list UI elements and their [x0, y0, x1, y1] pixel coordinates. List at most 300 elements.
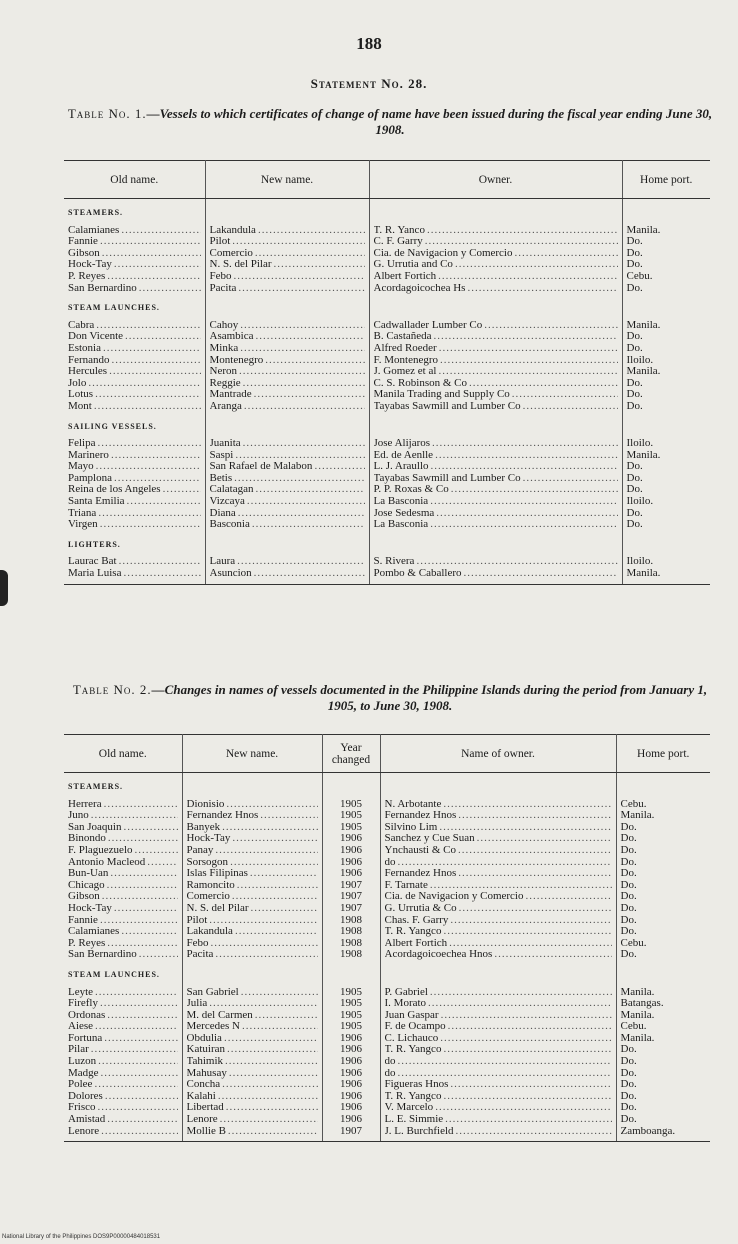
owner-cell — [380, 799, 616, 811]
leader-dots — [398, 1056, 612, 1068]
new-name-cell-text: Pacita — [186, 949, 214, 961]
owner-cell-text: La Basconia — [373, 496, 429, 508]
owner-cell — [380, 845, 616, 857]
leader-dots — [209, 915, 317, 927]
owner-cell-text: P. P. Roxas & Co — [373, 484, 449, 496]
new-name-cell-text: Comercio — [186, 891, 230, 903]
leader-dots — [139, 949, 178, 961]
old-name-cell-text: Antonio Macleod — [68, 856, 146, 868]
new-name-cell — [205, 389, 369, 401]
owner-cell — [380, 903, 616, 915]
home-port-cell: Do. — [626, 472, 643, 484]
leader-dots — [229, 1068, 318, 1080]
old-name-cell-text: P. Reyes — [68, 270, 106, 282]
leader-dots — [220, 1114, 318, 1126]
table-row — [64, 1010, 710, 1022]
old-name-cell-text: Cabra — [68, 319, 95, 331]
old-name-cell — [64, 1021, 182, 1033]
leader-dots — [440, 355, 617, 367]
leader-dots — [455, 259, 618, 271]
new-name-cell — [182, 1044, 322, 1056]
home-port-cell: Do. — [620, 856, 637, 868]
new-name-cell-text: Pilot — [186, 914, 208, 926]
empty-cell — [622, 413, 710, 439]
old-name-cell-text: F. Plaguezuelo — [68, 844, 133, 856]
leader-dots — [252, 519, 365, 531]
table2-header-home-port: Home port. — [616, 735, 710, 773]
owner-cell-text: Figueras Hnos — [384, 1079, 449, 1091]
empty-cell — [380, 961, 616, 987]
home-port-cell: Do. — [626, 484, 643, 496]
leader-dots — [255, 248, 365, 260]
leader-dots — [237, 556, 364, 568]
year-cell: 1906 — [322, 857, 380, 869]
year-cell: 1906 — [322, 833, 380, 845]
old-name-cell-text: Fernando — [68, 354, 110, 366]
old-name-cell — [64, 1010, 182, 1022]
leader-dots — [139, 283, 201, 295]
old-name-cell-text: Calamianes — [68, 224, 120, 236]
new-name-cell-text: Mahusay — [186, 1067, 227, 1079]
leader-dots — [94, 401, 201, 413]
leader-dots — [448, 1021, 612, 1033]
leader-dots — [234, 271, 365, 283]
leader-dots — [438, 271, 617, 283]
owner-cell-text: T. R. Yangco — [384, 926, 442, 938]
leader-dots — [95, 1021, 177, 1033]
owner-cell — [369, 473, 622, 485]
home-port-cell: Do. — [620, 914, 637, 926]
old-name-cell — [64, 508, 205, 520]
leader-dots — [244, 401, 365, 413]
owner-cell-text: I. Morato — [384, 998, 427, 1010]
table-row — [64, 355, 710, 367]
new-name-cell — [182, 833, 322, 845]
old-name-cell — [64, 355, 205, 367]
owner-cell — [369, 389, 622, 401]
section-header-row — [64, 531, 710, 557]
new-name-cell — [182, 891, 322, 903]
table-row — [64, 461, 710, 473]
owner-cell — [380, 1021, 616, 1033]
home-port-cell: Do. — [620, 868, 637, 880]
leader-dots — [258, 225, 365, 237]
home-port-cell: Cebu. — [620, 1021, 647, 1033]
old-name-cell-text: Polee — [68, 1079, 93, 1091]
leader-dots — [443, 926, 611, 938]
new-name-cell — [205, 283, 369, 295]
owner-cell-text: La Basconia — [373, 519, 429, 531]
table-row — [64, 450, 710, 462]
owner-cell-text: Albert Fortich — [373, 270, 437, 282]
leader-dots — [102, 248, 201, 260]
old-name-cell — [64, 331, 205, 343]
old-name-cell — [64, 401, 205, 413]
owner-cell-text: Silvino Lim — [384, 821, 438, 833]
new-name-cell-text: Mantrade — [209, 389, 252, 401]
leader-dots — [251, 903, 318, 915]
leader-dots — [226, 1102, 318, 1114]
empty-cell — [622, 294, 710, 320]
owner-cell — [369, 331, 622, 343]
table-row — [64, 949, 710, 961]
leader-dots — [523, 401, 618, 413]
leader-dots — [101, 1126, 177, 1138]
leader-dots — [445, 1114, 611, 1126]
table-row — [64, 857, 710, 869]
old-name-cell — [64, 248, 205, 260]
old-name-cell — [64, 568, 205, 584]
leader-dots — [98, 1056, 177, 1068]
home-port-cell: Manila. — [626, 449, 661, 461]
leader-dots — [127, 496, 201, 508]
leader-dots — [515, 248, 618, 260]
owner-cell-text: C. Lichauco — [384, 1032, 439, 1044]
owner-cell — [369, 378, 622, 390]
leader-dots — [254, 568, 365, 580]
home-port-cell: Iloilo. — [626, 496, 654, 508]
home-port-cell: Do. — [620, 821, 637, 833]
table-row — [64, 438, 710, 450]
section-title: STEAM LAUNCHES. — [64, 961, 182, 987]
owner-cell-text: F. Montenegro — [373, 354, 439, 366]
leader-dots — [464, 568, 618, 580]
table-row — [64, 1033, 710, 1045]
section-title: LIGHTERS. — [64, 531, 205, 557]
leader-dots — [226, 799, 317, 811]
leader-dots — [458, 845, 612, 857]
table-row — [64, 1091, 710, 1103]
old-name-cell-text: Leyte — [68, 986, 94, 998]
old-name-cell — [64, 438, 205, 450]
leader-dots — [107, 1010, 177, 1022]
leader-dots — [398, 1068, 612, 1080]
old-name-cell-text: Pilar — [68, 1044, 89, 1056]
home-port-cell: Do. — [620, 1090, 637, 1102]
year-cell: 1906 — [322, 845, 380, 857]
year-cell: 1906 — [322, 1033, 380, 1045]
year-cell: 1905 — [322, 987, 380, 999]
year-cell: 1906 — [322, 1068, 380, 1080]
new-name-cell-text: N. S. del Pilar — [186, 902, 249, 914]
new-name-cell-text: Libertad — [186, 1102, 224, 1114]
new-name-cell-text: Vizcaya — [209, 496, 245, 508]
leader-dots — [239, 366, 365, 378]
home-port-cell: Do. — [620, 833, 637, 845]
table-row — [64, 401, 710, 413]
old-name-cell-text: Chicago — [68, 879, 105, 891]
home-port-cell: Do. — [620, 949, 637, 961]
leader-dots — [235, 926, 318, 938]
section-header-row — [64, 199, 710, 225]
old-name-cell — [64, 461, 205, 473]
leader-dots — [227, 1044, 318, 1056]
old-name-cell — [64, 926, 182, 938]
table-row — [64, 484, 710, 496]
new-name-cell-text: Lenore — [186, 1114, 218, 1126]
leader-dots — [428, 998, 611, 1010]
table-row — [64, 271, 710, 283]
table-row — [64, 473, 710, 485]
leader-dots — [456, 1126, 612, 1138]
leader-dots — [111, 450, 201, 462]
leader-dots — [234, 473, 364, 485]
leader-dots — [209, 998, 317, 1010]
year-cell: 1908 — [322, 938, 380, 950]
home-port-cell: Do. — [620, 1044, 637, 1056]
new-name-cell — [205, 556, 369, 568]
old-name-cell-text: Santa Emilia — [68, 496, 125, 508]
home-port-cell: Manila. — [626, 319, 661, 331]
new-name-cell-text: Calatagan — [209, 484, 254, 496]
section-header-row — [64, 413, 710, 439]
empty-cell — [369, 413, 622, 439]
leader-dots — [255, 331, 364, 343]
new-name-cell — [205, 259, 369, 271]
new-name-cell-text: Hock-Tay — [186, 833, 231, 845]
new-name-cell-text: Mercedes N — [186, 1021, 240, 1033]
new-name-cell-text: Pacita — [209, 282, 237, 294]
new-name-cell-text: Sorsogon — [186, 856, 229, 868]
home-port-cell: Do. — [620, 1056, 637, 1068]
new-name-cell — [182, 1056, 322, 1068]
home-port-cell: Manila. — [622, 568, 710, 584]
new-name-cell-text: San Rafael de Malabon — [209, 461, 313, 473]
home-port-cell: Manila. — [626, 224, 661, 236]
new-name-cell-text: Lakandula — [186, 926, 233, 938]
empty-cell — [322, 773, 380, 799]
leader-dots — [107, 880, 178, 892]
table-row — [64, 366, 710, 378]
old-name-cell — [64, 378, 205, 390]
new-name-cell — [205, 438, 369, 450]
home-port-cell: Do. — [626, 247, 643, 259]
owner-cell — [369, 568, 622, 584]
year-cell: 1907 — [322, 1126, 380, 1142]
new-name-cell — [182, 1079, 322, 1091]
owner-cell-text: N. Arbotante — [384, 798, 442, 810]
owner-cell-text: Cia. de Navigacion y Comercio — [373, 247, 513, 259]
leader-dots — [255, 1010, 318, 1022]
home-port-cell: Do. — [620, 891, 637, 903]
owner-cell-text: V. Marcelo — [384, 1102, 434, 1114]
old-name-cell — [64, 225, 205, 237]
old-name-cell-text: Fortuna — [68, 1032, 103, 1044]
new-name-cell — [182, 810, 322, 822]
table1-caption — [60, 106, 720, 138]
section-header-row — [64, 961, 710, 987]
old-name-cell — [64, 987, 182, 999]
old-name-cell — [64, 868, 182, 880]
empty-cell — [205, 199, 369, 225]
new-name-cell — [182, 880, 322, 892]
old-name-cell-text: Lotus — [68, 389, 94, 401]
leader-dots — [439, 343, 618, 355]
old-name-cell-text: Mont — [68, 400, 92, 412]
owner-cell — [369, 461, 622, 473]
leader-dots — [443, 1091, 611, 1103]
leader-dots — [107, 938, 177, 950]
new-name-cell — [205, 519, 369, 531]
home-port-cell: Do. — [626, 389, 643, 401]
old-name-cell — [64, 1079, 182, 1091]
owner-cell-text: Jose Alijaros — [373, 438, 431, 450]
leader-dots — [443, 799, 611, 811]
owner-cell-text: F. Tarnate — [384, 879, 428, 891]
table-row — [64, 1126, 710, 1142]
year-cell: 1908 — [322, 926, 380, 938]
home-port-cell: Do. — [626, 259, 643, 271]
empty-cell — [369, 531, 622, 557]
leader-dots — [438, 366, 617, 378]
leader-dots — [95, 987, 177, 999]
owner-cell-text: Acordagoicochea Hs — [373, 282, 466, 294]
old-name-cell-text: Bun-Uan — [68, 868, 109, 880]
section-header-row — [64, 773, 710, 799]
leader-dots — [225, 1056, 317, 1068]
home-port-cell: Do. — [620, 879, 637, 891]
leader-dots — [314, 461, 364, 473]
old-name-cell — [64, 366, 205, 378]
old-name-cell — [64, 1091, 182, 1103]
table2-header-new-name: New name. — [182, 735, 322, 773]
leader-dots — [91, 1044, 178, 1056]
leader-dots — [484, 320, 617, 332]
leader-dots — [435, 1102, 611, 1114]
owner-cell — [380, 987, 616, 999]
home-port-cell: Do. — [620, 926, 637, 938]
owner-cell — [369, 366, 622, 378]
old-name-cell-text: Herrera — [68, 798, 102, 810]
table-row — [64, 833, 710, 845]
old-name-cell-text: Gibson — [68, 891, 100, 903]
table-row — [64, 343, 710, 355]
old-name-cell-text: Amistad — [68, 1114, 106, 1126]
owner-cell — [369, 508, 622, 520]
leader-dots — [100, 519, 201, 531]
home-port-cell: Do. — [626, 519, 643, 531]
owner-cell — [380, 1091, 616, 1103]
old-name-cell-text: Reina de los Angeles — [68, 484, 161, 496]
new-name-cell — [205, 331, 369, 343]
leader-dots — [123, 822, 177, 834]
leader-dots — [228, 1126, 318, 1138]
owner-cell — [380, 998, 616, 1010]
leader-dots — [238, 283, 364, 295]
old-name-cell-text: Hock-Tay — [68, 259, 112, 271]
leader-dots — [458, 810, 611, 822]
table-row — [64, 822, 710, 834]
home-port-cell: Do. — [620, 902, 637, 914]
section-title: SAILING VESSELS. — [64, 413, 205, 439]
leader-dots — [123, 568, 200, 580]
leader-dots — [439, 822, 611, 834]
old-name-cell — [64, 450, 205, 462]
old-name-cell — [64, 857, 182, 869]
old-name-cell-text: Fannie — [68, 914, 98, 926]
leader-dots — [459, 903, 612, 915]
table-row — [64, 320, 710, 332]
new-name-cell — [182, 998, 322, 1010]
old-name-cell — [64, 519, 205, 531]
new-name-cell-text: Comercio — [209, 247, 253, 259]
owner-cell-text: Tayabas Sawmill and Lumber Co — [373, 400, 521, 412]
leader-dots — [260, 810, 317, 822]
new-name-cell-text: Montenegro — [209, 354, 264, 366]
table1-header-old-name: Old name. — [64, 161, 205, 199]
home-port-cell: Do. — [620, 1079, 637, 1091]
leader-dots — [108, 833, 178, 845]
leader-dots — [114, 259, 201, 271]
empty-cell — [205, 294, 369, 320]
owner-cell — [380, 810, 616, 822]
leader-dots — [110, 868, 177, 880]
leader-dots — [526, 891, 612, 903]
owner-cell — [369, 401, 622, 413]
old-name-cell-text: Madge — [68, 1067, 99, 1079]
year-cell: 1905 — [322, 998, 380, 1010]
table-row — [64, 496, 710, 508]
old-name-cell-text: Calamianes — [68, 926, 120, 938]
leader-dots — [416, 556, 617, 568]
leader-dots — [222, 822, 317, 834]
old-name-cell — [64, 484, 205, 496]
leader-dots — [523, 473, 618, 485]
leader-dots — [243, 438, 365, 450]
empty-cell — [616, 961, 710, 987]
leader-dots — [147, 857, 177, 869]
year-cell: 1906 — [322, 1044, 380, 1056]
new-name-cell-text: Reggie — [209, 377, 241, 389]
page-number: 188 — [356, 34, 382, 53]
owner-cell-text: J. Gomez et al — [373, 366, 437, 378]
leader-dots — [440, 1033, 611, 1045]
new-name-cell-text: Obdulia — [186, 1032, 222, 1044]
year-cell: 1905 — [322, 799, 380, 811]
owner-cell-text: G. Urrutia and Co — [373, 259, 453, 271]
leader-dots — [241, 987, 318, 999]
year-cell: 1907 — [322, 903, 380, 915]
owner-cell-text: J. L. Burchfield — [384, 1125, 454, 1137]
home-port-cell: Do. — [626, 377, 643, 389]
old-name-cell — [64, 259, 205, 271]
owner-cell — [369, 519, 622, 531]
table2-header-old-name: Old name. — [64, 735, 182, 773]
owner-cell — [369, 496, 622, 508]
new-name-cell-text: Aranga — [209, 400, 242, 412]
new-name-cell-text: N. S. del Pilar — [209, 259, 272, 271]
owner-cell — [380, 868, 616, 880]
table-row — [64, 799, 710, 811]
year-cell: 1906 — [322, 1114, 380, 1126]
year-cell: 1906 — [322, 1056, 380, 1068]
new-name-cell-text: Mollie B — [186, 1125, 226, 1137]
new-name-cell — [205, 473, 369, 485]
owner-cell-text: do — [384, 1056, 396, 1068]
table2-caption-text: —Changes in names of vessels documented in the Philippine Islands during the period from January 1, 1905, to June 30, 1908. — [151, 682, 708, 713]
new-name-cell-text: Julia — [186, 998, 208, 1010]
new-name-cell — [182, 799, 322, 811]
home-port-cell: Do. — [620, 844, 637, 856]
new-name-cell-text: M. del Carmen — [186, 1009, 253, 1021]
owner-cell-text: Jose Sedesma — [373, 507, 435, 519]
home-port-cell: Do. — [626, 400, 643, 412]
owner-cell — [380, 891, 616, 903]
table-row — [64, 508, 710, 520]
table1-header-owner: Owner. — [369, 161, 622, 199]
owner-cell — [369, 438, 622, 450]
table-row — [64, 389, 710, 401]
